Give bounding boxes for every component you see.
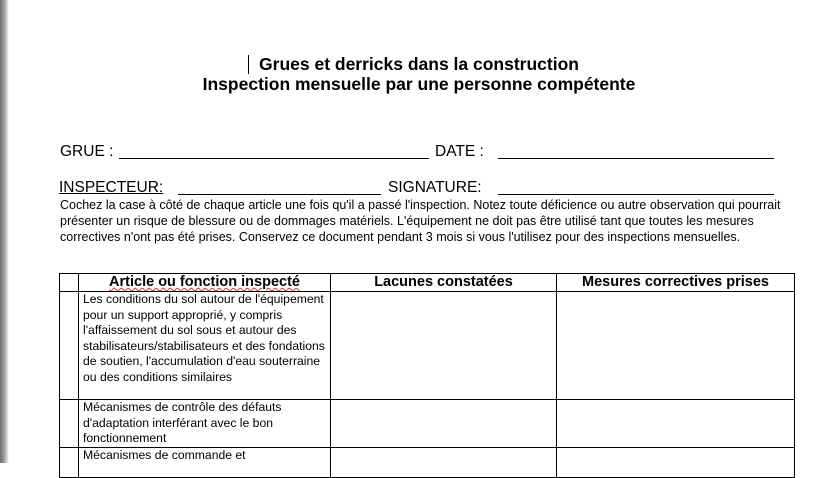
document-title: Grues et derricks dans la construction: [259, 54, 579, 74]
item-cell: Mécanismes de commande et: [79, 447, 331, 477]
table-header-row: [60, 274, 795, 292]
inspector-field[interactable]: [178, 194, 381, 195]
inspector-label: INSPECTEUR:: [59, 179, 164, 196]
header-item-label: Article ou fonction inspecté: [109, 274, 300, 290]
header-item: [79, 274, 331, 292]
table-row: [60, 447, 795, 477]
item-cell: Les conditions du sol autour de l'équipement pour un support approprié, y compris l'affaissement du sol sous et autour des stabilisateurs/stabilisateurs et des fondations de soutien, l'accumulation d'eau souterraine ou des conditions similaires: [79, 292, 331, 400]
check-cell[interactable]: [60, 447, 79, 477]
signature-field[interactable]: [498, 194, 774, 195]
corrective-cell[interactable]: [557, 292, 795, 400]
header-check-cell: [60, 274, 79, 292]
document-subtitle: Inspection mensuelle par une personne compétente: [202, 74, 636, 94]
date-field[interactable]: [498, 158, 774, 159]
date-label: DATE :: [435, 143, 484, 160]
inspection-table: [59, 273, 795, 478]
deficiencies-cell[interactable]: [331, 292, 557, 400]
table-row: [60, 292, 795, 400]
header-corrective: Mesures correctives prises: [557, 274, 795, 292]
check-cell[interactable]: [60, 292, 79, 400]
deficiencies-cell[interactable]: [331, 400, 557, 448]
crane-label: GRUE :: [60, 143, 114, 160]
signature-label: SIGNATURE:: [388, 179, 482, 196]
table-row: [60, 400, 795, 448]
corrective-cell[interactable]: [557, 400, 795, 448]
deficiencies-cell[interactable]: [331, 447, 557, 477]
check-cell[interactable]: [60, 400, 79, 448]
crane-field[interactable]: [119, 158, 429, 159]
corrective-cell[interactable]: [557, 447, 795, 477]
header-deficiencies: Lacunes constatées: [331, 274, 557, 292]
instructions-paragraph: Cochez la case à côté de chaque article une fois qu'il a passé l'inspection. Notez toute déficience ou autre observation qui pourrait présenter un risque de blessure ou de dommages matériels. L'équipement ne doit pas être utilisé tant que toutes les mesures correctives n'ont pas été prises. Conservez ce document pendant 3 mois si vous l'utilisez pour des inspections mensuelles.: [60, 198, 781, 244]
item-cell: Mécanismes de contrôle des défauts d'adaptation interférant avec le bon fonctionnement: [79, 400, 331, 448]
